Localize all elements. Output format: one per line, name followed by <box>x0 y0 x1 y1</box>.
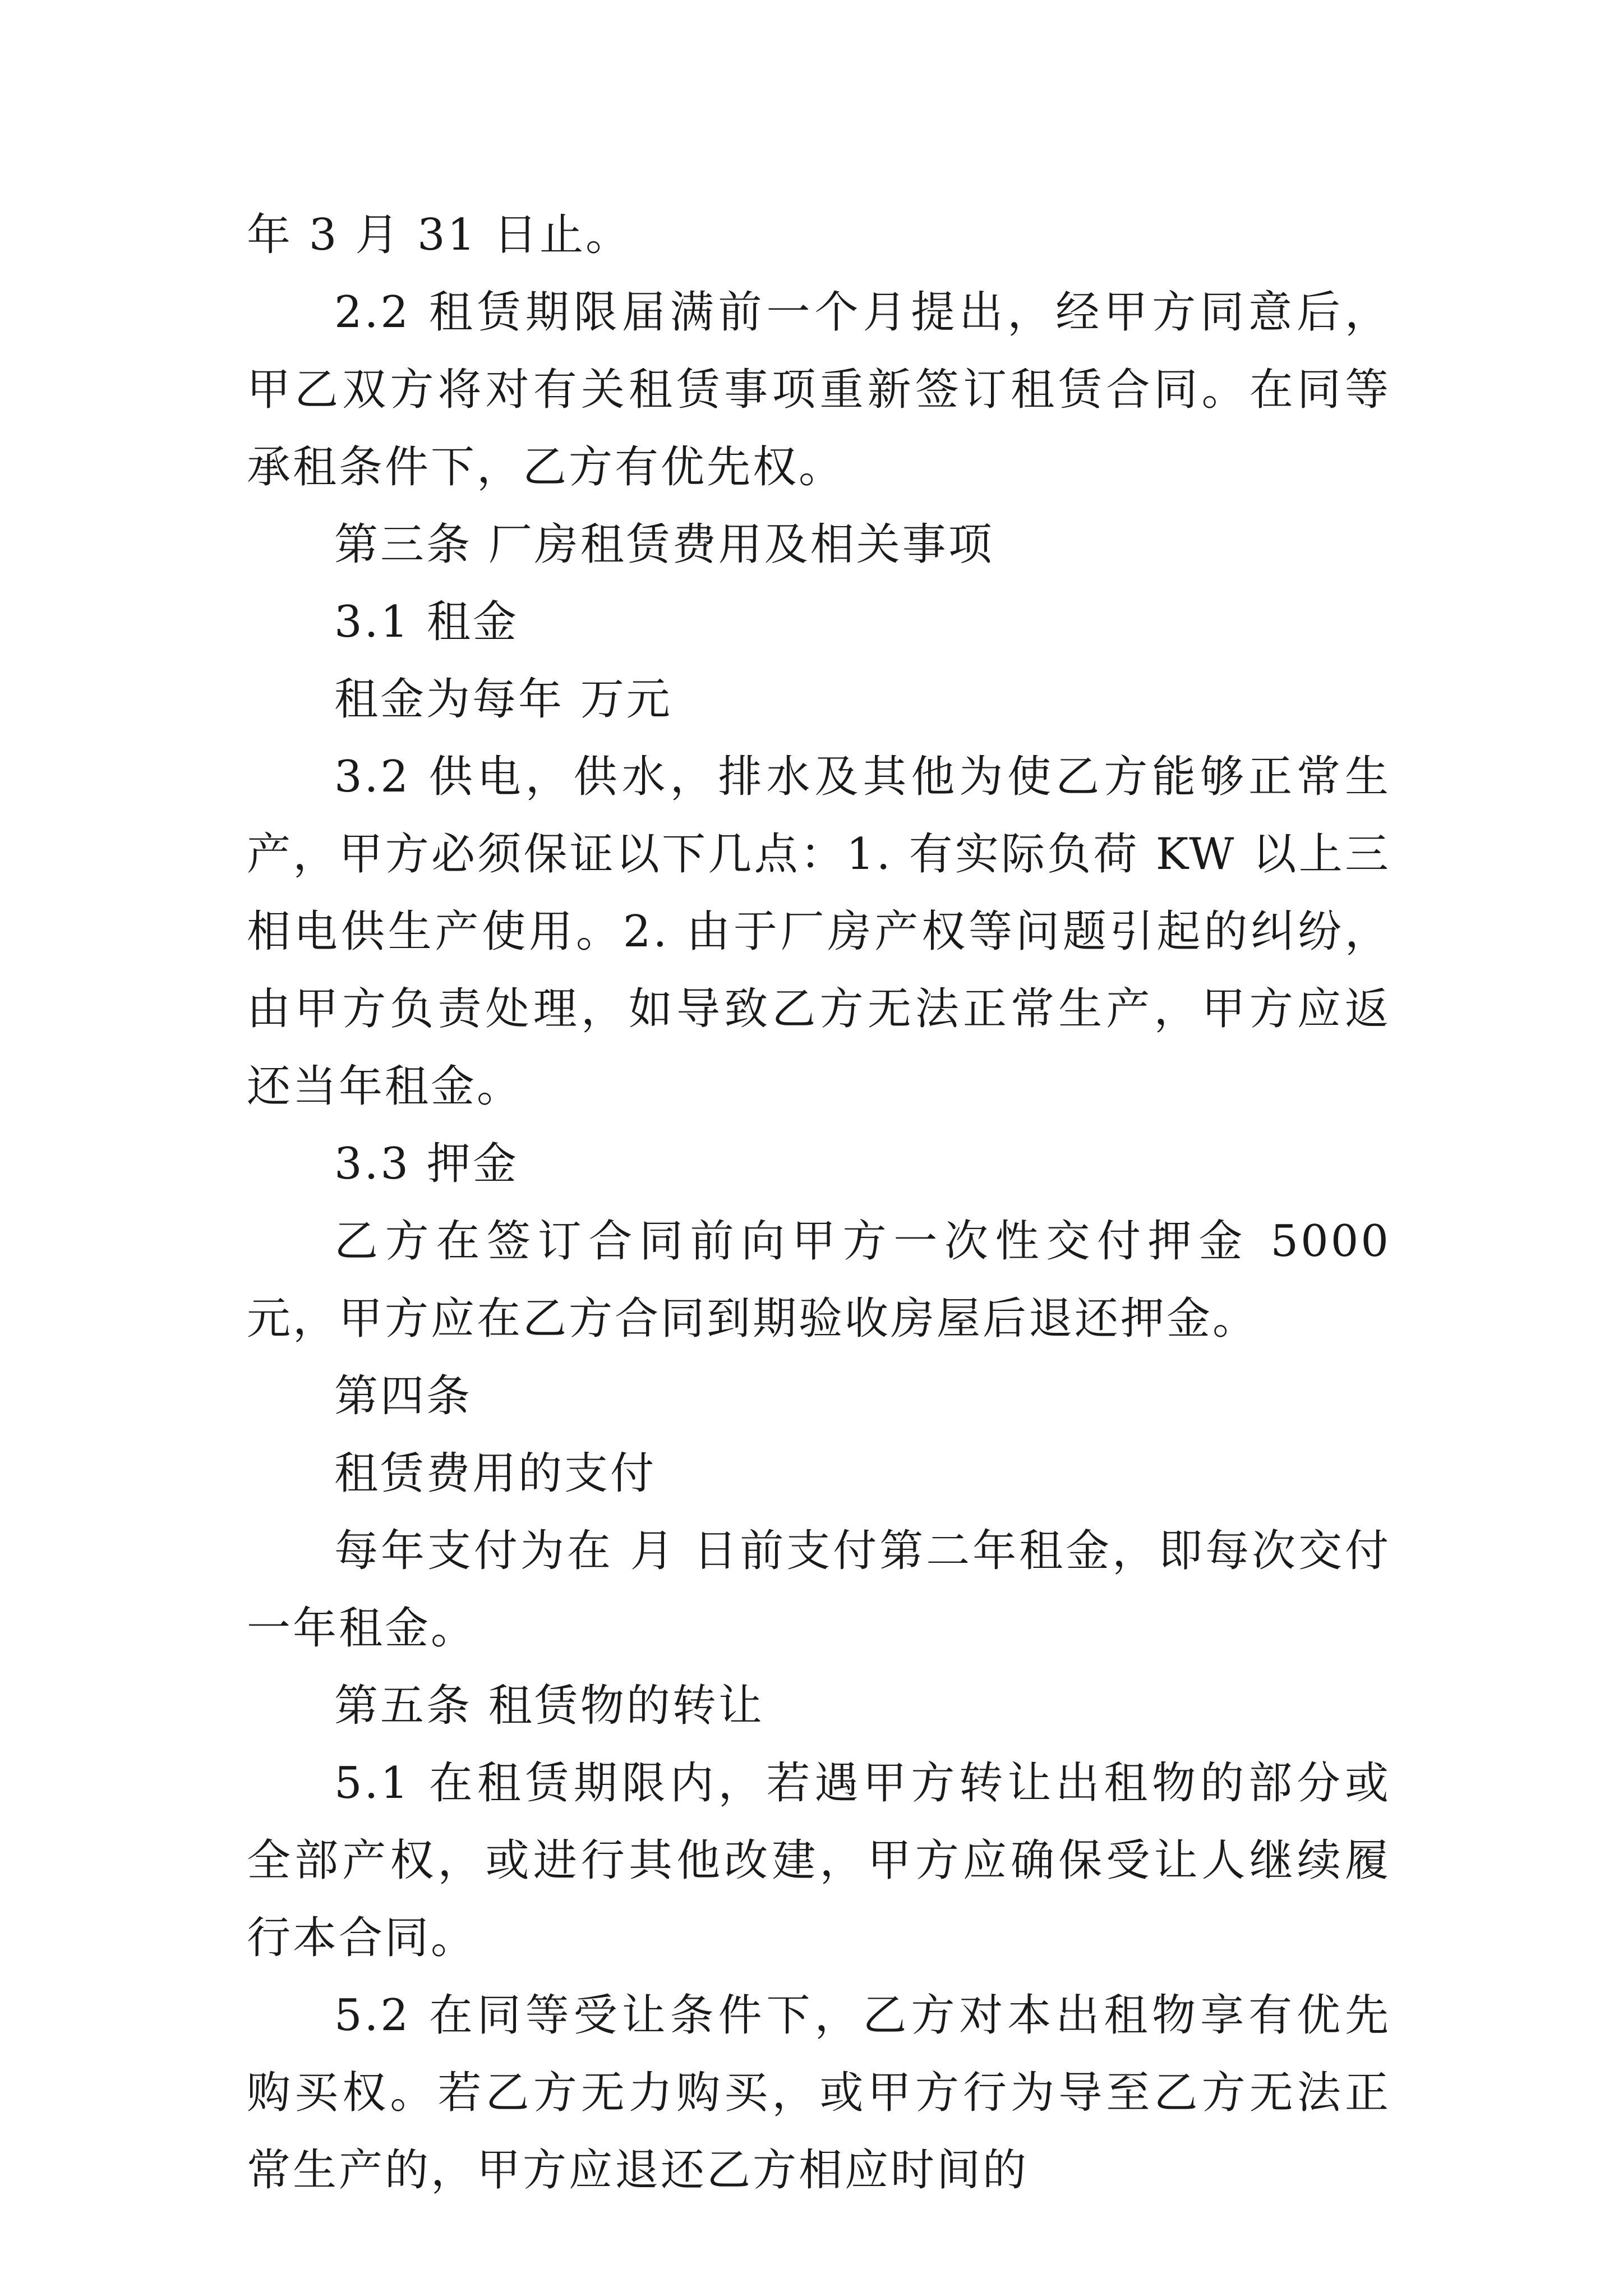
document-body <box>247 196 1391 2209</box>
paragraph-payment-terms: 每年支付为在 月 日前支付第二年租金，即每次交付一年租金。 <box>247 1526 1391 1654</box>
paragraph-2-2-renewal: 2.2 租赁期限届满前一个月提出，经甲方同意后，甲乙双方将对有关租赁事项重新签订租赁合同。在同等承租条件下，乙方有优先权。 <box>247 287 1391 493</box>
paragraph-end-date: 年 3 月 31 日止。 <box>247 210 632 260</box>
heading-payment: 租赁费用的支付 <box>334 1448 657 1499</box>
heading-article-3: 第三条 厂房租赁费用及相关事项 <box>334 519 994 570</box>
heading-3-1-rent: 3.1 租金 <box>334 597 519 647</box>
heading-3-3-deposit: 3.3 押金 <box>334 1139 519 1189</box>
paragraph-5-2-preemption: 5.2 在同等受让条件下，乙方对本出租物享有优先购买权。若乙方无力购买，或甲方行为导至乙方无法正常生产的，甲方应退还乙方相应时间的 <box>247 1990 1391 2196</box>
heading-article-5: 第五条 租赁物的转让 <box>334 1681 764 1731</box>
heading-article-4: 第四条 <box>334 1371 473 1421</box>
paragraph-3-2-utilities: 3.2 供电，供水，排水及其他为使乙方能够正常生产，甲方必须保证以下几点：1. 有实际负荷 KW 以上三相电供生产使用。2. 由于厂房产权等问题引起的纠纷，由甲方负责处理，如导致乙方无法正常生产，甲方应返还当年租金。 <box>247 752 1391 1112</box>
paragraph-5-1-transfer: 5.1 在租赁期限内，若遇甲方转让出租物的部分或全部产权，或进行其他改建，甲方应确保受让人继续履行本合同。 <box>247 1758 1391 1963</box>
paragraph-rent-amount: 租金为每年 万元 <box>334 674 672 725</box>
paragraph-deposit: 乙方在签订合同前向甲方一次性交付押金 5000 元，甲方应在乙方合同到期验收房屋后退还押金。 <box>247 1216 1391 1344</box>
